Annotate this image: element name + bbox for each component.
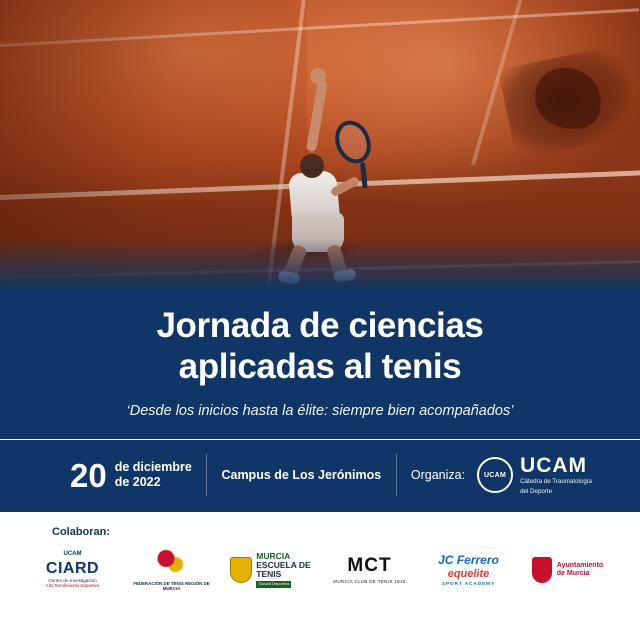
event-date-year: de 2022 (114, 475, 161, 490)
ucam-sub-line-2: del Deporte (520, 487, 553, 495)
ucam-sub-line-1: Cátedra de Traumatología (520, 477, 592, 485)
ayuntamiento-wordmark (557, 562, 603, 579)
jcferrero-line-2: equelite (447, 567, 490, 580)
info-divider (396, 454, 397, 496)
logo-jc-ferrero-equelite (422, 553, 515, 586)
player-tossing-hand (310, 68, 326, 84)
photo-to-band-fade (0, 238, 640, 292)
page-title (40, 306, 600, 387)
title-line-1: Jornada de ciencias (156, 306, 484, 345)
ayuntamiento-line-2: de Murcia (556, 569, 590, 577)
organizer-label: Organiza: (410, 468, 466, 483)
event-date-month: de diciembre (114, 459, 192, 474)
ucam-seal-icon: UCAM (477, 457, 513, 493)
info-divider (206, 454, 207, 496)
mct-caption: MURCIA CLUB DE TENIS 1919 (333, 579, 406, 585)
event-date-monthyear (115, 460, 192, 491)
ciard-top: UCAM (63, 551, 82, 558)
logo-federacion-tenis-murcia (125, 548, 218, 592)
logo-murcia-escuela-tenis (224, 552, 317, 588)
organizer-block (411, 455, 598, 496)
federacion-caption: FEDERACIÓN DE TENIS REGIÓN DE MURCIA (133, 581, 210, 592)
collaborator-logos (26, 548, 614, 592)
logo-murcia-club-tenis (323, 555, 416, 584)
page-subtitle: ‘Desde los inicios hasta la élite: siempre bien acompañados’ (126, 403, 514, 420)
event-info-band (0, 440, 640, 512)
event-venue: Campus de Los Jerónimos (221, 468, 382, 483)
title-line-2: aplicadas al tenis (178, 346, 462, 386)
ayuntamiento-crest-icon (532, 557, 552, 583)
player-tossing-arm (306, 80, 328, 153)
escuela-tenis-line-2: ESCUELA DE (256, 559, 311, 570)
murcia-crest-icon (230, 557, 252, 583)
event-date (42, 456, 192, 494)
ayuntamiento-line-1: Ayuntamiento (556, 561, 604, 569)
logo-ayuntamiento-murcia (521, 557, 614, 583)
escuela-tenis-tag: Ciudad Deportiva (258, 580, 290, 586)
escuela-tenis-line-3: TENIS (256, 568, 282, 579)
escuela-tenis-wordmark (256, 552, 310, 588)
escuela-tenis-line-1: MURCIA (256, 550, 291, 561)
ucam-logo (477, 455, 592, 496)
collaborators-label: Colaboran: (52, 526, 111, 539)
federacion-mark-icon (157, 548, 187, 578)
title-band (0, 292, 640, 439)
ciard-sub-1: Centro de Investigación (48, 577, 97, 583)
collaborators-footer (0, 512, 640, 640)
ucam-name: UCAM (520, 453, 588, 477)
hero-photo-tennis-court (0, 0, 640, 292)
ucam-wordmark (520, 455, 592, 496)
mct-wordmark: MCT (347, 555, 392, 577)
jcferrero-line-1: JC Ferrero (438, 553, 499, 568)
event-date-day: 20 (70, 456, 107, 494)
logo-ucam-ciard (26, 551, 119, 588)
ciard-sub-2: Alto Rendimiento Deportivo (45, 583, 100, 589)
ciard-wordmark: CIARD (45, 559, 100, 577)
jcferrero-line-3: SPORT ACADEMY (441, 581, 496, 586)
